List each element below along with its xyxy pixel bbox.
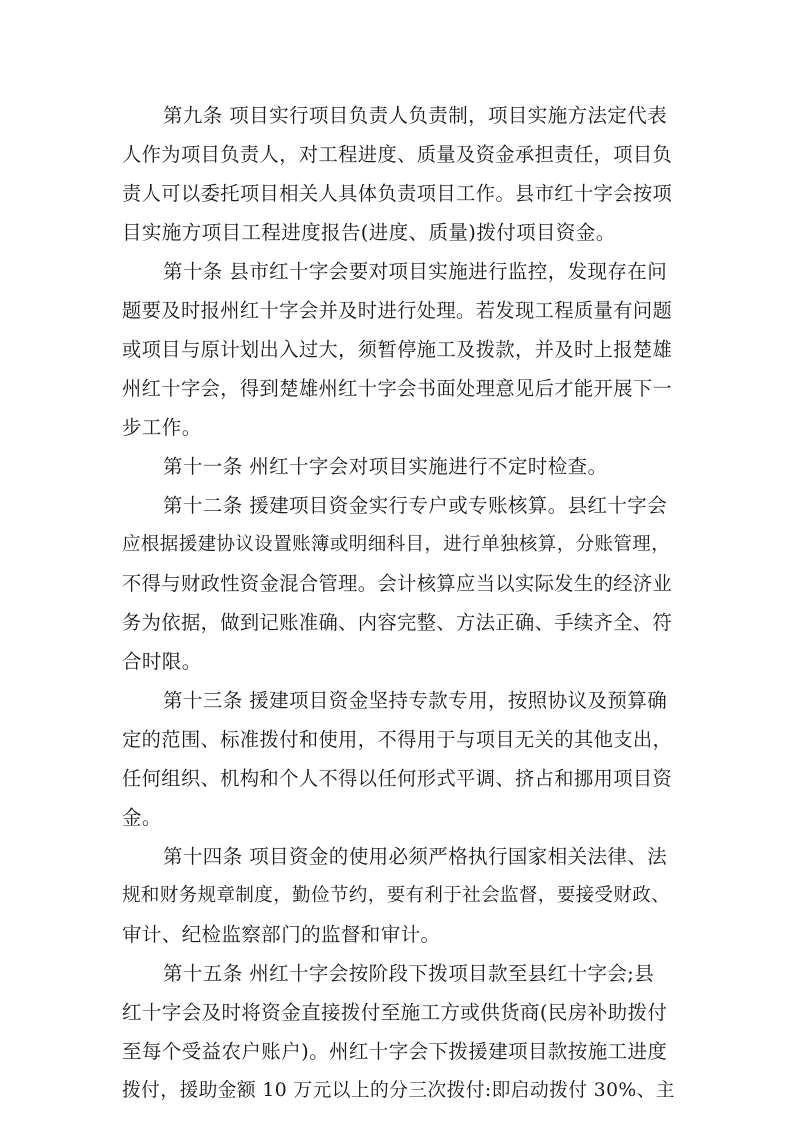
article-14-line-3: 审计、纪检监察部门的监督和审计。 [122, 923, 441, 946]
article-13-line-2: 定的范围、标准拨付和使用，不得用于与项目无关的其他支出， [122, 728, 673, 751]
article-13-line-1: 第十三条 援建项目资金坚持专款专用，按照协议及预算确 [163, 689, 668, 712]
article-9-line-2: 人作为项目负责人，对工程进度、质量及资金承担责任，项目负 [122, 143, 673, 166]
article-13-line-4: 金。 [122, 806, 162, 829]
article-10-line-3: 或项目与原计划出入过大，须暂停施工及拨款，并及时上报楚雄 [122, 338, 673, 361]
article-12-line-2: 应根据援建协议设置账簿或明细科目，进行单独核算，分账管理， [122, 534, 671, 555]
article-12-line-4: 务为依据，做到记账准确、内容完整、方法正确、手续齐全、符 [122, 611, 673, 634]
article-12-line-1: 第十二条 援建项目资金实行专户或专账核算。县红十字会 [163, 494, 668, 517]
article-14-line-1: 第十四条 项目资金的使用必须严格执行国家相关法律、法 [163, 845, 668, 868]
article-10-line-2: 题要及时报州红十字会并及时进行处理。若发现工程质量有问题 [122, 299, 673, 322]
article-9-line-1: 第九条 项目实行项目负责人负责制，项目实施方法定代表 [163, 104, 668, 127]
article-14-line-2: 规和财务规章制度，勤俭节约，要有利于社会监督，要接受财政、 [122, 885, 671, 906]
article-15-line-2: 红十字会及时将资金直接拨付至施工方或供货商(民房补助拨付 [122, 1001, 668, 1024]
article-10-line-5: 步工作。 [122, 416, 202, 439]
article-12-line-5: 合时限。 [122, 650, 202, 673]
article-15-line-1: 第十五条 州红十字会按阶段下拨项目款至县红十字会;县 [163, 962, 655, 985]
article-15-line-4: 拨付，援助金额 10 万元以上的分三次拨付:即启动拨付 30%、主 [122, 1080, 675, 1101]
article-9-line-3: 责人可以委托项目相关人具体负责项目工作。县市红十字会按项 [122, 182, 673, 205]
article-15-line-3: 至每个受益农户账户)。州红十字会下拨援建项目款按施工进度 [122, 1040, 668, 1063]
article-10-line-1: 第十条 县市红十字会要对项目实施进行监控，发现存在问 [163, 260, 668, 283]
article-12-line-3: 不得与财政性资金混合管理。会计核算应当以实际发生的经济业 [122, 572, 673, 595]
article-11-line-1: 第十一条 州红十字会对项目实施进行不定时检查。 [163, 455, 608, 478]
article-9-line-4: 目实施方项目工程进度报告(进度、质量)拨付项目资金。 [122, 221, 616, 244]
article-13-line-3: 任何组织、机构和个人不得以任何形式平调、挤占和挪用项目资 [122, 767, 673, 790]
article-10-line-4: 州红十字会，得到楚雄州红十字会书面处理意见后才能开展下一 [122, 377, 673, 400]
